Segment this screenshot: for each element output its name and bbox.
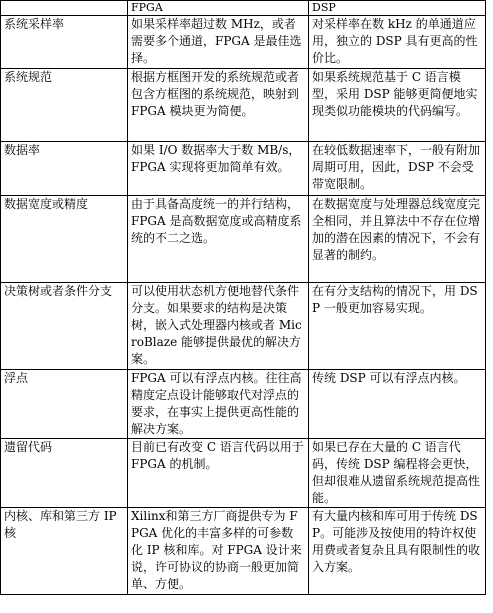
row-fpga: 如果采样率超过数 MHz，或者需要多个通道，FPGA 是最佳选择。 (128, 16, 309, 69)
header-dsp: DSP (309, 1, 486, 16)
row-dsp: 在数据宽度与处理器总线宽度完全相同，并且算法中不存在位增加的潜在因素的情况下，不会有显著的制约。 (309, 196, 486, 283)
row-dsp: 对采样率在数 kHz 的单通道应用，独立的 DSP 具有更高的性价比。 (309, 16, 486, 69)
header-feature (1, 1, 128, 16)
row-fpga: Xilinx和第三方厂商提供专为 FPGA 优化的丰富多样的可参数化 IP 核和库。对 FPGA 设计来说，许可协议的协商一般更加简单、方便。 (128, 508, 309, 595)
row-fpga: FPGA 可以有浮点内核。往往高精度定点设计能够取代对浮点的要求，在事实上提供更高性能的解决方案。 (128, 370, 309, 439)
row-dsp: 如果系统规范基于 C 语言模型，采用 DSP 能够更简便地实现类似功能模块的代码编写。 (309, 69, 486, 142)
row-feature: 决策树或者条件分支 (1, 283, 128, 370)
row-dsp: 传统 DSP 可以有浮点内核。 (309, 370, 486, 439)
row-feature: 数据率 (1, 142, 128, 196)
row-dsp: 在有分支结构的情况下，用 DSP 一般更加容易实现。 (309, 283, 486, 370)
row-feature: 数据宽度或精度 (1, 196, 128, 283)
row-feature: 遗留代码 (1, 439, 128, 508)
row-fpga: 可以使用状态机方便地替代条件分支。如果要求的结构是决策树，嵌入式处理器内核或者 MicroBlaze 能够提供最优的解决方案。 (128, 283, 309, 370)
table-row (1, 370, 486, 439)
row-fpga: 由于具备高度统一的并行结构，FPGA 是高数据宽度或高精度系统的不二之选。 (128, 196, 309, 283)
row-dsp: 如果已存在大量的 C 语言代码，传统 DSP 编程将会更快，但却很难从遗留系统规范提高性能。 (309, 439, 486, 508)
header-fpga: FPGA (128, 1, 309, 16)
table-row (1, 283, 486, 370)
table-header-row (1, 1, 486, 16)
table-row (1, 196, 486, 283)
table-row (1, 69, 486, 142)
row-feature: 系统规范 (1, 69, 128, 142)
table-row (1, 142, 486, 196)
row-fpga: 根据方框图开发的系统规范或者包含方框图的系统规范，映射到 FPGA 模块更为简便。 (128, 69, 309, 142)
table-row (1, 508, 486, 595)
row-dsp: 在较低数据速率下，一般有附加周期可用，因此，DSP 不会受带宽限制。 (309, 142, 486, 196)
row-feature: 内核、库和第三方 IP 核 (1, 508, 128, 595)
row-feature: 系统采样率 (1, 16, 128, 69)
table-row (1, 439, 486, 508)
row-fpga: 如果 I/O 数据率大于数 MB/s，FPGA 实现将更加简单有效。 (128, 142, 309, 196)
table-row (1, 16, 486, 69)
row-feature: 浮点 (1, 370, 128, 439)
row-fpga: 目前已有改变 C 语言代码以用于 FPGA 的机制。 (128, 439, 309, 508)
row-dsp: 有大量内核和库可用于传统 DSP。可能涉及按使用的特许权使用费或者复杂且具有限制性的收入方案。 (309, 508, 486, 595)
